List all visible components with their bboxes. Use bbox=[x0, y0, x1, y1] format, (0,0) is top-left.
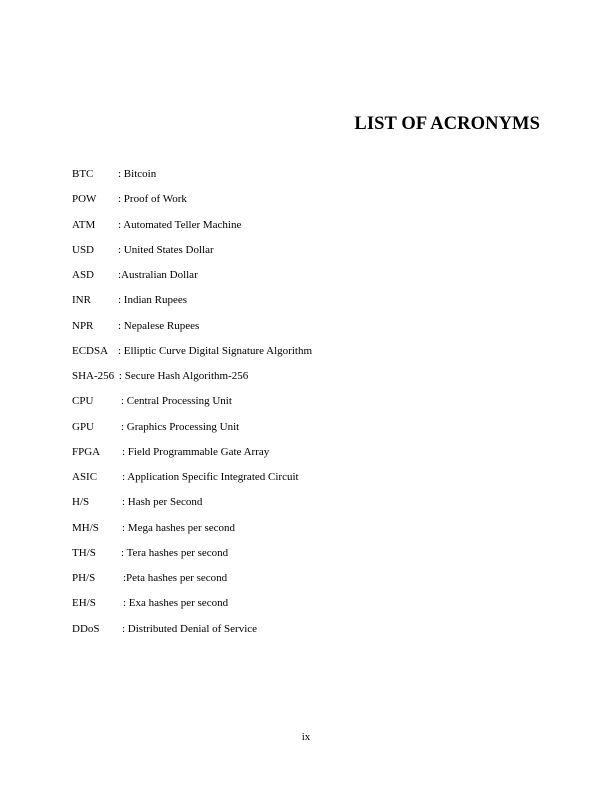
acronym-definition: : Elliptic Curve Digital Signature Algorithm bbox=[118, 344, 313, 357]
acronym-row bbox=[72, 244, 540, 269]
acronym-row bbox=[72, 294, 540, 319]
acronym-abbreviation: USD bbox=[72, 243, 95, 256]
acronym-definition: : Automated Teller Machine bbox=[118, 218, 242, 231]
acronym-definition: : Proof of Work bbox=[118, 193, 187, 206]
acronym-abbreviation: FPGA bbox=[72, 445, 101, 458]
acronym-abbreviation: CPU bbox=[72, 395, 94, 408]
page-title: LIST OF ACRONYMS bbox=[354, 114, 540, 134]
acronym-definition: : Nepalese Rupees bbox=[118, 319, 200, 332]
acronym-abbreviation: TH/S bbox=[72, 546, 96, 559]
acronym-abbreviation: INR bbox=[72, 294, 91, 307]
acronym-definition: : Hash per Second bbox=[122, 496, 203, 509]
acronym-row bbox=[72, 522, 540, 547]
acronym-row bbox=[72, 471, 540, 496]
acronym-abbreviation: MH/S bbox=[72, 521, 99, 534]
acronym-row bbox=[72, 597, 540, 622]
acronym-list bbox=[72, 168, 540, 648]
acronym-abbreviation: GPU bbox=[72, 420, 95, 433]
acronym-row bbox=[72, 446, 540, 471]
acronym-row bbox=[72, 168, 540, 193]
acronym-abbreviation: ASIC bbox=[72, 471, 98, 483]
acronym-definition: :Australian Dollar bbox=[118, 269, 198, 281]
acronym-definition: : Application Specific Integrated Circuit bbox=[122, 471, 299, 483]
acronym-row bbox=[72, 395, 540, 420]
acronym-row bbox=[72, 547, 540, 572]
acronym-row bbox=[72, 496, 540, 521]
acronym-abbreviation: H/S bbox=[72, 496, 90, 509]
acronym-definition: : Distributed Denial of Service bbox=[122, 622, 258, 635]
acronym-row bbox=[72, 421, 540, 446]
acronym-abbreviation: PH/S bbox=[72, 572, 96, 584]
acronym-row bbox=[72, 269, 540, 294]
acronym-definition: : Tera hashes per second bbox=[121, 546, 229, 559]
acronym-definition: : Secure Hash Algorithm-256 bbox=[119, 370, 249, 382]
acronym-row bbox=[72, 320, 540, 345]
acronym-abbreviation: POW bbox=[72, 193, 97, 206]
acronym-row bbox=[72, 345, 540, 370]
acronym-definition: :Peta hashes per second bbox=[123, 572, 228, 584]
acronym-definition: : Exa hashes per second bbox=[123, 597, 229, 610]
acronym-row bbox=[72, 193, 540, 218]
acronym-abbreviation: ATM bbox=[72, 218, 96, 231]
acronym-definition: : United States Dollar bbox=[118, 243, 214, 256]
page-number: ix bbox=[301, 731, 311, 743]
acronym-definition: : Bitcoin bbox=[118, 168, 157, 180]
acronym-definition: : Graphics Processing Unit bbox=[121, 420, 240, 433]
acronym-definition: : Central Processing Unit bbox=[121, 395, 232, 408]
acronym-abbreviation: ASD bbox=[72, 269, 95, 281]
acronym-abbreviation: BTC bbox=[72, 168, 94, 180]
acronym-abbreviation: NPR bbox=[72, 319, 94, 332]
acronym-abbreviation: ECDSA bbox=[72, 344, 109, 357]
acronym-definition: : Field Programmable Gate Array bbox=[122, 445, 270, 458]
acronym-definition: : Mega hashes per second bbox=[122, 521, 236, 534]
acronym-row bbox=[72, 572, 540, 597]
acronym-row bbox=[72, 623, 540, 648]
acronym-abbreviation: EH/S bbox=[72, 597, 96, 610]
acronym-row bbox=[72, 219, 540, 244]
acronym-abbreviation: DDoS bbox=[72, 622, 100, 635]
acronym-row bbox=[72, 370, 540, 395]
acronym-abbreviation: SHA-256 bbox=[72, 370, 115, 382]
acronym-definition: : Indian Rupees bbox=[118, 294, 188, 307]
